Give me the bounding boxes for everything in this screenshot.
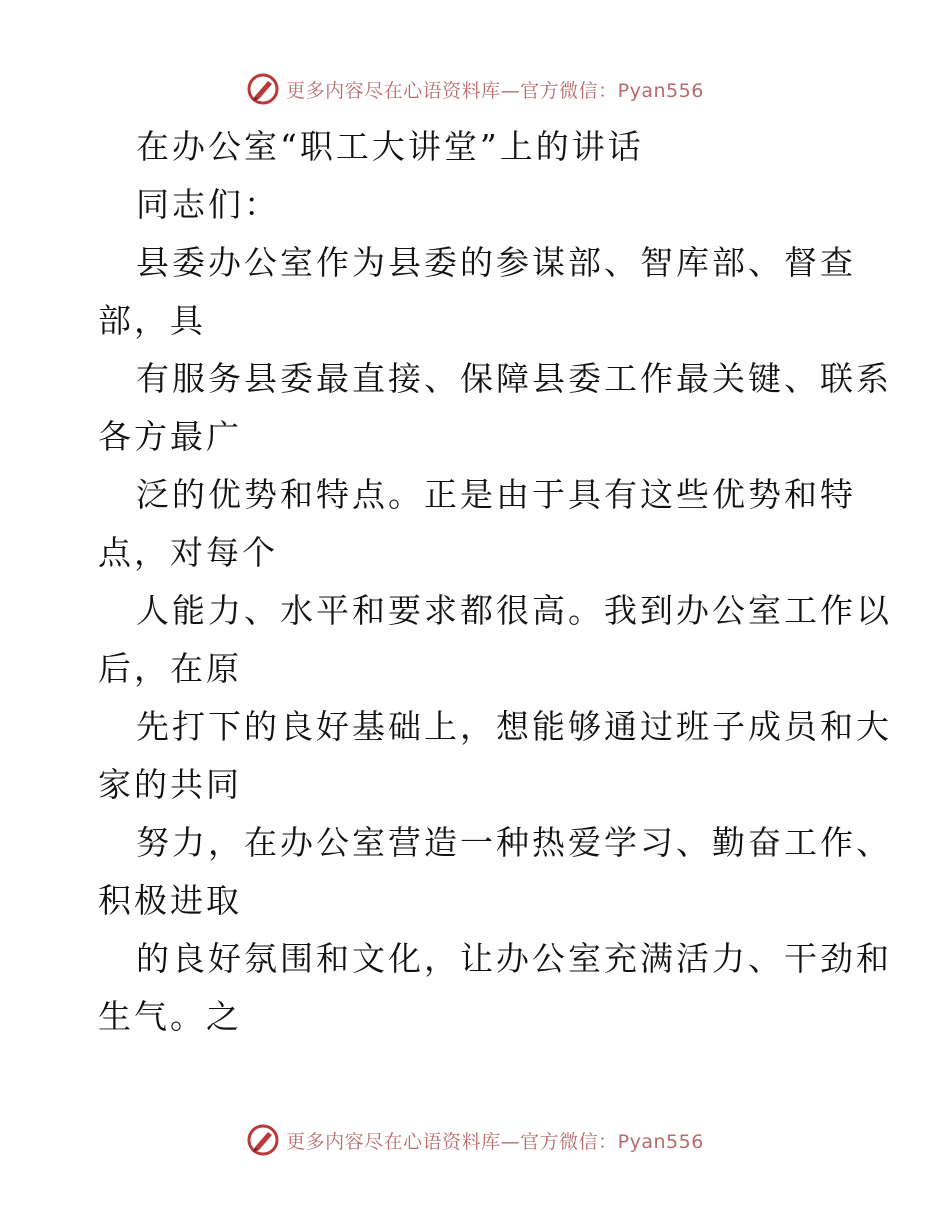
pen-seal-logo-icon	[246, 72, 280, 106]
watermark-text: 更多内容尽在心语资料库—官方微信：Pyan556	[286, 1130, 704, 1153]
paragraph-line: 的良好氛围和文化，让办公室充满活力、干劲和	[136, 939, 892, 978]
salutation: 同志们：	[136, 185, 280, 224]
paragraph-line: 有服务县委最直接、保障县委工作最关键、联系	[136, 359, 892, 398]
paragraph-line: 积极进取	[98, 881, 242, 920]
footer-watermark	[0, 1122, 950, 1158]
pen-seal-logo-icon	[246, 1123, 280, 1157]
paragraph-line: 县委办公室作为县委的参谋部、智库部、督查	[136, 243, 856, 282]
document-title: 在办公室“职工大讲堂”上的讲话	[136, 127, 644, 166]
document-body	[98, 118, 892, 1046]
paragraph-line: 生气。之	[98, 997, 242, 1036]
paragraph-line: 家的共同	[98, 765, 242, 804]
paragraph-line: 努力，在办公室营造一种热爱学习、勤奋工作、	[136, 823, 892, 862]
watermark-text: 更多内容尽在心语资料库—官方微信：Pyan556	[286, 79, 704, 102]
paragraph-line: 泛的优势和特点。正是由于具有这些优势和特	[136, 475, 856, 514]
paragraph-line: 各方最广	[98, 417, 242, 456]
paragraph-line: 先打下的良好基础上，想能够通过班子成员和大	[136, 707, 892, 746]
paragraph-line: 人能力、水平和要求都很高。我到办公室工作以	[136, 591, 892, 630]
paragraph-line: 部，具	[98, 301, 206, 340]
paragraph-line: 点，对每个	[98, 533, 278, 572]
paragraph-line: 后，在原	[98, 649, 242, 688]
header-watermark	[0, 71, 950, 107]
